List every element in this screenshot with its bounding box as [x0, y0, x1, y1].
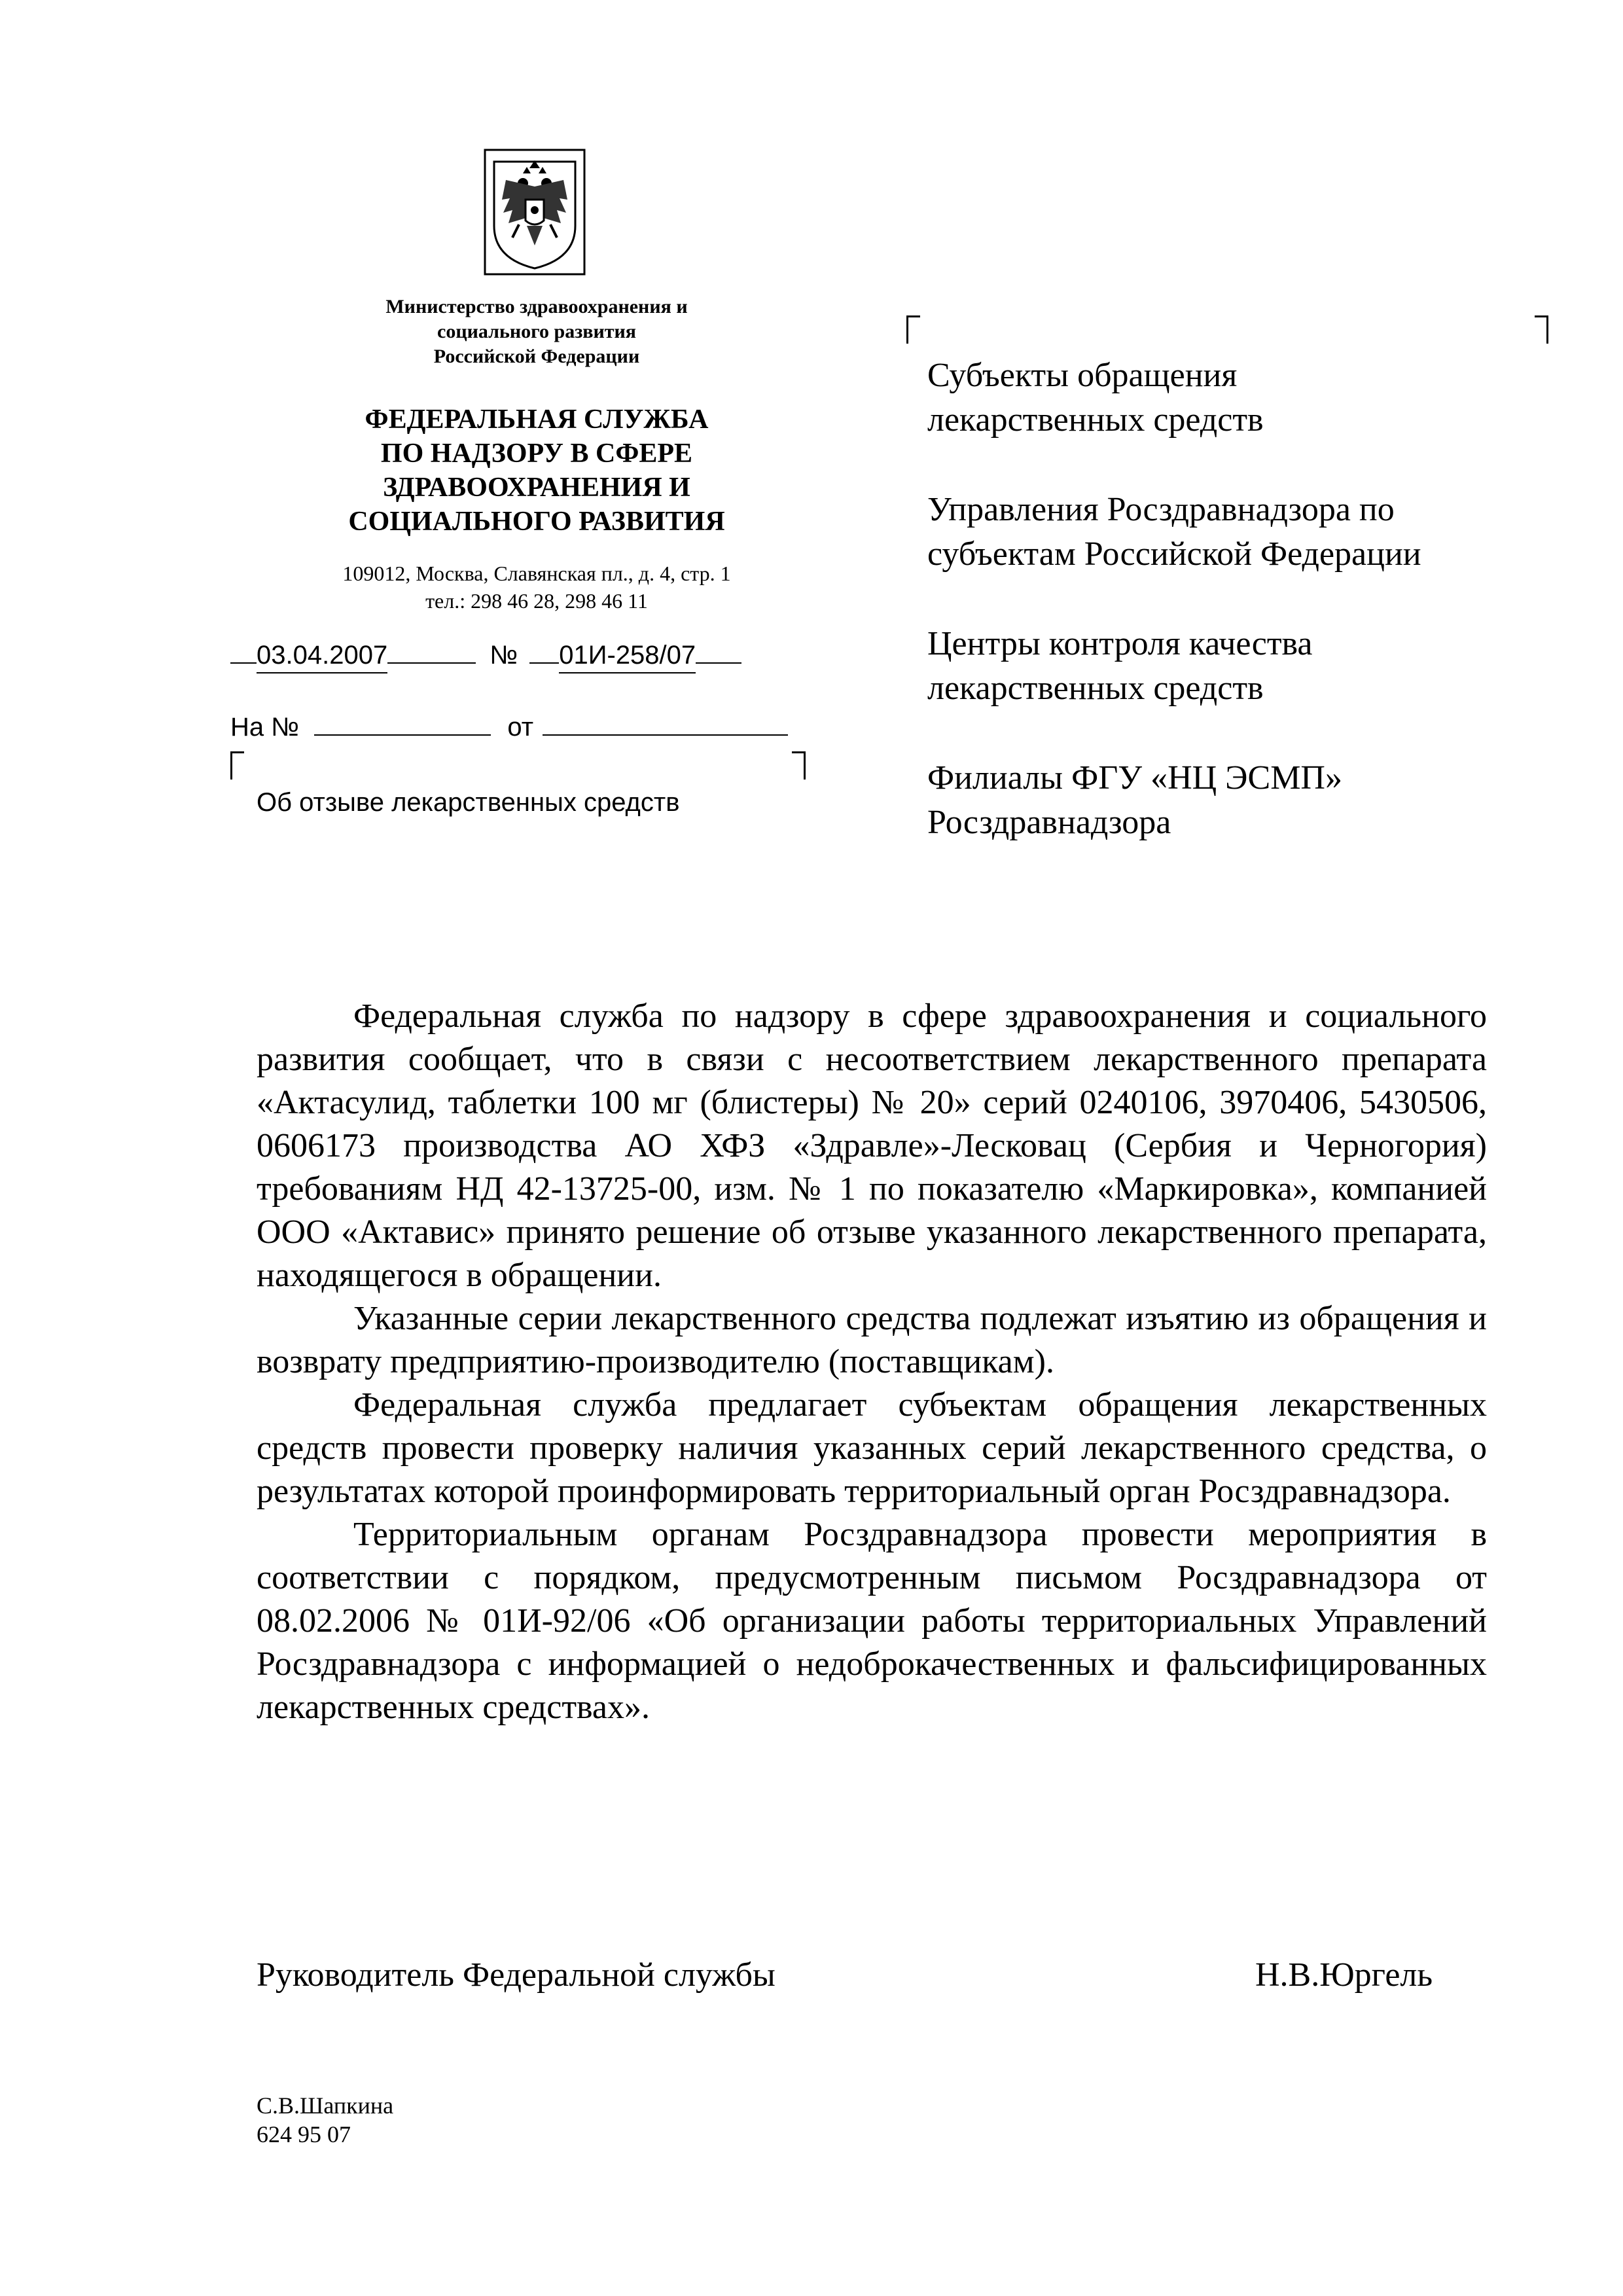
subject-corner-right — [792, 751, 806, 780]
addressee-block — [927, 353, 1582, 890]
underline-spacer — [387, 662, 476, 664]
addressee-corner-left — [906, 315, 920, 344]
addressee-line: лекарственных средств — [927, 670, 1264, 707]
ministry-name — [308, 295, 766, 369]
addressee-line: Субъекты обращения — [927, 357, 1238, 394]
service-line: ЗДРАВООХРАНЕНИЯ И — [383, 473, 690, 503]
ministry-line: Российской Федерации — [433, 346, 640, 367]
signatory-title: Руководитель Федеральной службы — [257, 1956, 776, 1994]
service-name — [281, 403, 792, 539]
service-line: ФЕДЕРАЛЬНАЯ СЛУЖБА — [365, 404, 709, 435]
document-number: 01И-258/07 — [559, 638, 696, 673]
addressee-item — [927, 756, 1582, 845]
emblem-graphic — [480, 147, 590, 278]
executor-info — [257, 2091, 393, 2149]
addressee-line: Росздравнадзора — [927, 804, 1171, 841]
body-paragraph: Указанные серии лекарственного средства подлежат изъятию из обращения и возврату предприятию-производителю (поставщикам). — [257, 1300, 1487, 1380]
reply-number-label: На № — [230, 713, 300, 742]
addressee-item — [927, 353, 1582, 442]
reply-date-blank — [543, 734, 788, 736]
executor-name: С.В.Шапкина — [257, 2092, 394, 2119]
addressee-line: лекарственных средств — [927, 401, 1264, 439]
addressee-item — [927, 488, 1582, 577]
addressee-line: субъектам Российской Федерации — [927, 535, 1421, 573]
russian-coat-of-arms-icon — [480, 147, 590, 278]
addressee-corner-right — [1535, 315, 1548, 344]
addressee-line: Филиалы ФГУ «НЦ ЭСМП» — [927, 759, 1342, 797]
underline-spacer — [696, 662, 741, 664]
service-line: СОЦИАЛЬНОГО РАЗВИТИЯ — [348, 507, 725, 537]
sender-address — [275, 560, 798, 615]
addressee-line: Центры контроля качества — [927, 625, 1313, 662]
phone-line: тел.: 298 46 28, 298 46 11 — [425, 589, 648, 613]
subject-corner-left — [230, 751, 244, 780]
body-paragraph: Федеральная служба предлагает субъектам обращения лекарственных средств провести проверку наличия указанных серий лекарственного средства, о результатах которой проинформировать территориальный орган Росздравнадзора. — [257, 1386, 1487, 1510]
addressee-item — [927, 622, 1582, 711]
address-line: 109012, Москва, Славянская пл., д. 4, стр. 1 — [342, 562, 731, 585]
reply-from-label: от — [507, 713, 534, 742]
reply-reference-line — [230, 710, 788, 744]
body-paragraph: Федеральная служба по надзору в сфере здравоохранения и социального развития сообщает, что в связи с несоответствием лекарственного препарата «Актасулид, таблетки 100 мг (блистеры) № 20» серий 0240106, 3970406, 5430506, 0606173 производства АО ХФЗ «Здравле»-Лесковац (Сербия и Черногория) требованиям НД 42-13725-00, изм. № 1 по показателю «Маркировка», компанией ООО «Актавис» принято решение об отзыве указанного лекарственного препарата, находящегося в обращении. — [257, 997, 1487, 1294]
document-date: 03.04.2007 — [257, 638, 387, 673]
reply-number-blank — [314, 734, 491, 736]
body-paragraph: Территориальным органам Росздравнадзора провести мероприятия в соответствии с порядком, предусмотренным письмом Росздравнадзора от 08.02.2006 № 01И-92/06 «Об организации работы территориальных Управлений Росздравнадзора с информацией о недоброкачественных и фальсифицированных лекарственных средствах». — [257, 1516, 1487, 1726]
ministry-line: социального развития — [437, 321, 636, 342]
registration-line — [230, 638, 741, 673]
underline-spacer — [529, 662, 559, 664]
ministry-line: Министерство здравоохранения и — [385, 296, 688, 317]
service-line: ПО НАДЗОРУ В СФЕРЕ — [380, 439, 693, 469]
addressee-line: Управления Росздравнадзора по — [927, 491, 1395, 528]
executor-phone: 624 95 07 — [257, 2121, 351, 2147]
signatory-name: Н.В.Юргель — [1255, 1956, 1433, 1994]
number-label: № — [490, 641, 518, 670]
subject-line: Об отзыве лекарственных средств — [257, 788, 680, 817]
letter-body — [257, 995, 1487, 1729]
underline-spacer — [230, 662, 257, 664]
